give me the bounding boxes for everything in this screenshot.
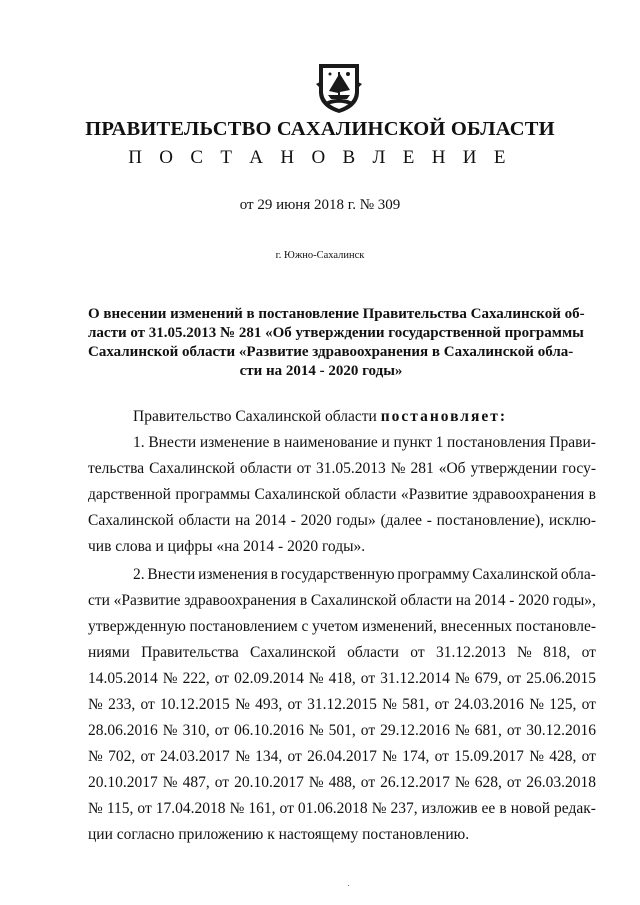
text-line (88, 692, 596, 718)
word: от (279, 800, 294, 817)
word: области (344, 486, 397, 503)
text-line (88, 562, 596, 588)
word: с (301, 618, 309, 635)
word: исклю- (548, 512, 596, 529)
word: тельства (88, 460, 145, 477)
coat-of-arms-icon (316, 62, 362, 114)
subject-line: Сахалинской области «Развитие здравоохранения в Сахалинской обла- (88, 344, 574, 360)
subject-line: О внесении изменений в постановление Правительства Сахалинской об- (88, 306, 585, 322)
word: от (137, 800, 152, 817)
word: 26.12.2017 (380, 774, 450, 791)
word: № (308, 774, 324, 791)
word: от (581, 748, 596, 765)
word: 31.12.2015 (307, 696, 377, 713)
word: в (270, 566, 278, 583)
word: 2020 (518, 592, 550, 609)
word: № (88, 696, 103, 713)
word: 2014 (255, 512, 286, 529)
word: 15.09.2017 (454, 748, 524, 765)
word: № (308, 670, 324, 687)
word: на (235, 512, 251, 529)
word: 31.05.2013 (315, 460, 386, 477)
word: 01.06.2018 (297, 800, 368, 817)
word: 17.04.2018 (155, 800, 226, 817)
word: в (273, 434, 281, 451)
word: 222, (182, 670, 210, 687)
word: от (287, 696, 302, 713)
word: от (506, 774, 522, 791)
word: 25.06.2015 (526, 670, 596, 687)
word: № (162, 722, 178, 739)
text-line (88, 456, 596, 482)
word: от (360, 774, 376, 791)
word: от (360, 722, 376, 739)
word: «Об (438, 460, 466, 477)
word: 30.12.2016 (526, 722, 596, 739)
word: на (455, 592, 471, 609)
word: от (214, 670, 230, 687)
word: здравоохранения (472, 486, 585, 503)
word: № (454, 670, 470, 687)
word: Сахалинской (310, 592, 397, 609)
text-line (88, 718, 596, 744)
word: № (390, 460, 406, 477)
government-title: ПРАВИТЕЛЬСТВО САХАЛИНСКОЙ ОБЛАСТИ (85, 118, 555, 140)
word: № (235, 696, 250, 713)
resolves-word: постановляет: (380, 408, 508, 425)
word: постановлением (189, 618, 298, 635)
word: Сахалинской (254, 486, 341, 503)
intro-text: Правительство Сахалинской области (133, 408, 377, 425)
word: 702, (108, 748, 136, 765)
word: пункт (393, 434, 432, 451)
word: 581, (402, 696, 430, 713)
word: сти (88, 592, 110, 609)
intro-line (88, 404, 596, 430)
word: Сахалинской (250, 644, 336, 661)
word: 628, (474, 774, 502, 791)
word: 281 (410, 460, 434, 477)
word: 1 (435, 434, 444, 451)
word: от (140, 748, 155, 765)
word: Внести (148, 434, 197, 451)
word: постановления (447, 434, 546, 451)
subject-line: сти на 2014 - 2020 годы» (239, 363, 403, 379)
word: 26.03.2018 (526, 774, 596, 791)
word: 134, (255, 748, 283, 765)
word: от (214, 722, 230, 739)
word: от (434, 748, 449, 765)
word: 31.12.2014 (380, 670, 450, 687)
word: области (400, 592, 453, 609)
word: № (382, 696, 397, 713)
word: годы», (552, 592, 596, 609)
word: постановле- (515, 618, 596, 635)
word: от (214, 774, 230, 791)
word: Прави- (549, 434, 596, 451)
word: - (290, 512, 296, 529)
word: 237, (390, 800, 418, 817)
text-line (88, 640, 596, 666)
word: от (434, 696, 449, 713)
word: годы» (336, 512, 376, 529)
word: № (162, 774, 178, 791)
word: 428, (549, 748, 577, 765)
word: Сахалинской (88, 512, 174, 529)
word: № (88, 800, 103, 817)
text-line (88, 822, 596, 848)
word: и (381, 434, 390, 451)
word: изменений, (362, 618, 437, 635)
word: «Развитие (113, 592, 181, 609)
resolution-text (88, 404, 596, 560)
word: 125, (549, 696, 577, 713)
text-line (88, 614, 596, 640)
word: 115, (106, 800, 134, 817)
word: 161, (248, 800, 276, 817)
paragraph-1 (88, 430, 596, 560)
document-date-number: от 29 июня 2018 г. № 309 (239, 197, 401, 213)
word: № (454, 774, 470, 791)
word: внесенных (440, 618, 513, 635)
word: 20.10.2017 (234, 774, 304, 791)
word: 681, (474, 722, 502, 739)
word: Сахалинской (149, 460, 235, 477)
word: области (347, 644, 399, 661)
word: 02.09.2014 (234, 670, 304, 687)
word: (далее (380, 512, 422, 529)
word: программу (397, 566, 470, 583)
word: госу- (562, 460, 596, 477)
word: от (581, 696, 596, 713)
word: от (506, 722, 522, 739)
word: изменения (198, 566, 268, 583)
word: 310, (182, 722, 210, 739)
word: 174, (402, 748, 430, 765)
word: № (371, 800, 387, 817)
word: 10.12.2015 (160, 696, 230, 713)
word: программы (175, 486, 251, 503)
word: № (517, 644, 532, 661)
city-name: г. Южно-Сахалинск (275, 250, 365, 261)
scan-speck (348, 885, 349, 886)
text-line (88, 796, 596, 822)
text-line (88, 588, 596, 614)
text-line (88, 744, 596, 770)
word: 2020 (300, 512, 332, 529)
word: здравоохранения (184, 592, 297, 609)
word: 24.03.2016 (454, 696, 524, 713)
word: от (581, 644, 596, 661)
subject-line: ласти от 31.05.2013 № 281 «Об утверждении государственной программы (88, 325, 584, 341)
word: 28.06.2016 (88, 722, 158, 739)
text-line (88, 770, 596, 796)
word: наименование (284, 434, 378, 451)
word: № (529, 696, 544, 713)
word: № (454, 722, 470, 739)
word: государственную (280, 566, 395, 583)
word: 26.04.2017 (307, 748, 377, 765)
word: 418, (328, 670, 356, 687)
word: учетом (312, 618, 359, 635)
word: ниями (88, 644, 130, 661)
word: ции согласно приложению к настоящему постановлению. (88, 826, 470, 843)
text-line (88, 508, 596, 534)
word: утвержденную (88, 618, 186, 635)
word: № (308, 722, 324, 739)
word: 06.10.2016 (234, 722, 304, 739)
word: 2014 (474, 592, 506, 609)
word: Внести (147, 566, 196, 583)
text-line (88, 482, 596, 508)
word: 493, (255, 696, 283, 713)
word: - (426, 512, 432, 529)
word: новой (510, 800, 551, 817)
word: от (287, 748, 302, 765)
word: 24.03.2017 (160, 748, 230, 765)
word: № (382, 748, 397, 765)
word: № (162, 670, 178, 687)
word: обла- (560, 566, 596, 583)
document-type: П О С Т А Н О В Л Е Н И Е (128, 147, 512, 168)
word: в (299, 592, 308, 609)
word: 818, (543, 644, 571, 661)
word: в (588, 486, 596, 503)
word: 14.05.2014 (88, 670, 158, 687)
word: от (506, 670, 522, 687)
word: области (239, 460, 292, 477)
word: утверждении (470, 460, 558, 477)
word: от (410, 644, 425, 661)
word: № (88, 748, 103, 765)
word: области (178, 512, 231, 529)
word: постановление), (436, 512, 545, 529)
word: Сахалинской (472, 566, 559, 583)
word: «Развитие (400, 486, 468, 503)
paragraph-2 (88, 562, 596, 848)
word: - (509, 592, 515, 609)
word: 233, (108, 696, 136, 713)
word: в (499, 800, 507, 817)
word: от (140, 696, 155, 713)
text-line (88, 430, 596, 456)
word: 1. (133, 434, 145, 451)
word: № (235, 748, 250, 765)
word: 2. (133, 566, 145, 583)
word: Правительства (141, 644, 239, 661)
word: от (360, 670, 376, 687)
text-line (88, 666, 596, 692)
document-subject (88, 305, 585, 381)
text-line (88, 534, 596, 560)
word: 29.12.2016 (380, 722, 450, 739)
word: от (296, 460, 311, 477)
word: дарственной (88, 486, 171, 503)
word: изменение (199, 434, 270, 451)
word: ее (481, 800, 496, 817)
word: чив слова и цифры «на 2014 - 2020 годы». (88, 538, 366, 555)
word: редак- (554, 800, 596, 817)
word: 488, (328, 774, 356, 791)
word: изложив (421, 800, 478, 817)
word: № (229, 800, 245, 817)
word: 501, (328, 722, 356, 739)
word: № (529, 748, 544, 765)
word: 679, (474, 670, 502, 687)
word: 487, (182, 774, 210, 791)
word: 31.12.2013 (435, 644, 506, 661)
word: 20.10.2017 (88, 774, 158, 791)
